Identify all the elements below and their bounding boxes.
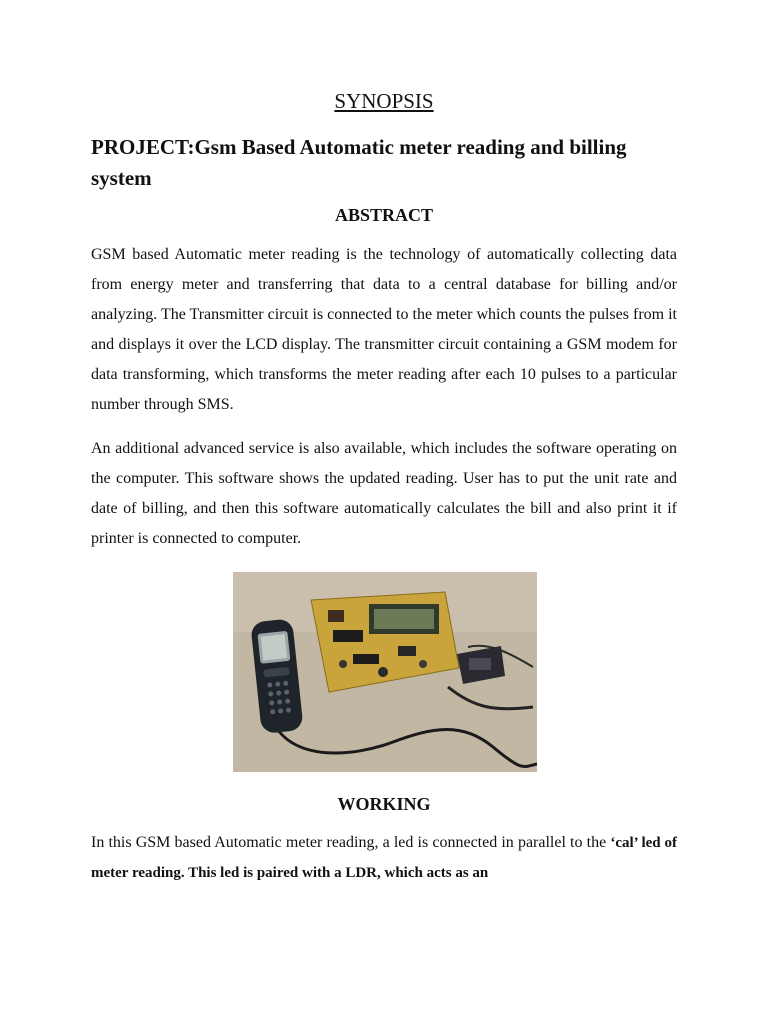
abstract-paragraph: GSM based Automatic meter reading is the technology of automatically collecting data from energy meter and transferring that data to a central database for billing and/or analyzing. The Transmitter circuit is connected to the meter which counts the pulses from it and displays it over the LCD display. The transmitter circuit containing a GSM modem for data transforming, which transforms the meter reading after each 10 pulses to a particular number through SMS. xyxy=(91,246,677,413)
working-paragraph xyxy=(91,828,677,888)
working-line: In this GSM based Automatic meter reading, a led is connected in parallel to the xyxy=(91,834,607,851)
abstract-heading: ABSTRACT xyxy=(334,205,434,225)
working-line: ‘cal’ led of meter reading. This led is paired with a LDR, which acts as an xyxy=(91,835,678,881)
project-title: PROJECT:Gsm Based Automatic meter reading and billing system xyxy=(91,135,627,190)
working-heading: WORKING xyxy=(337,794,431,814)
abstract-paragraph: An additional advanced service is also available, which includes the software operating on the computer. This software shows the updated reading. User has to put the unit rate and date of billing, and then this software automatically calculates the bill and also print it if printer is connected to computer. xyxy=(91,440,677,547)
document-title: SYNOPSIS xyxy=(334,89,434,113)
project-photo xyxy=(233,572,537,772)
